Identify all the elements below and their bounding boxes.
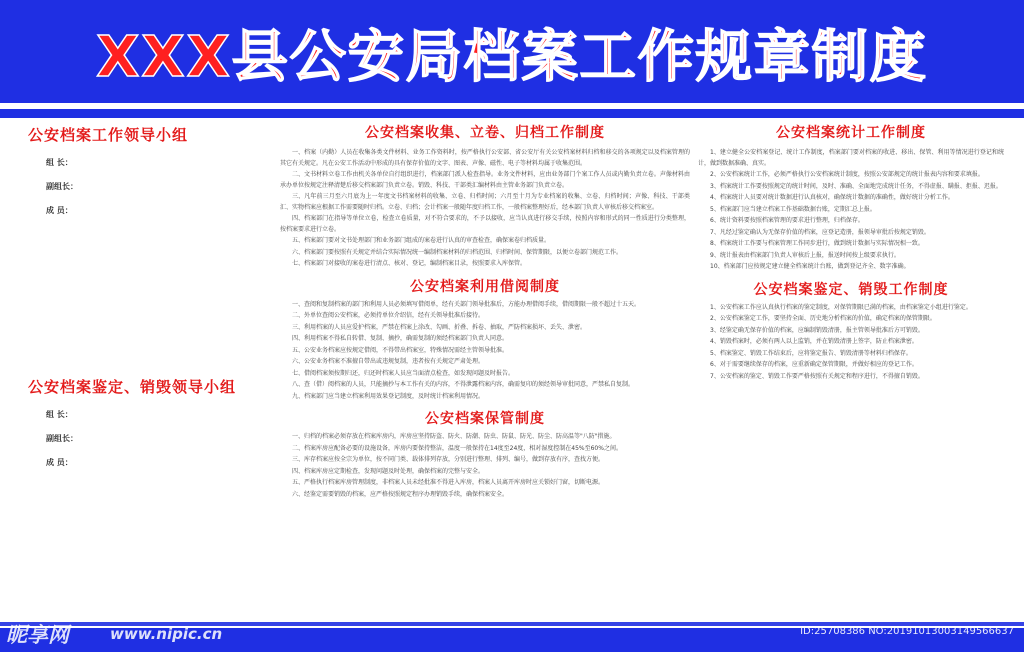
keep-para: 三、库存档案应按全宗为单位，按不同门类、载体排列存放，分别进行整理、排列、编号，做到存放有序，查找方便。 [292,456,605,463]
collect-para: 七、档案部门对接收的案卷进行清点、核对、登记，编制档案目录，按照要求入库保管。 [292,260,527,267]
left-column [28,122,268,481]
use-para: 八、查（借）阅档案的人员，只能摘抄与本工作有关的内容，不得泄露档案内容，确需复印的须经领导审批同意，严禁私自复制。 [292,381,635,388]
watermark-id: ID:25708386 NO:20191013003149566637 [800,626,1014,637]
destroy-para: 4、销毁档案时，必须有两人以上监销，并在销毁清册上签字，防止档案泄密。 [710,338,918,345]
stat-para: 5、档案部门应当建立档案工作基础数据台账，定期汇总上报。 [710,205,876,213]
keep-para: 一、归档的档案必须存放在档案库房内，库房应坚持防盗、防火、防潮、防虫、防鼠、防光、防尘、防高温等"八防"措施。 [292,433,616,440]
stat-para: 8、档案统计工作要与档案管理工作同步进行，做到统计数据与实际情况相一致。 [710,240,924,247]
collect-para: 五、档案部门要对文书处理部门和业务部门组成的案卷进行认真的审查检查，确保案卷归档质量。 [292,237,551,244]
stat-title: 公安档案统计工作制度 [776,125,926,141]
keep-title: 公安档案保管制度 [425,411,545,427]
destroy-para: 3、经鉴定确无保存价值的档案，应编制销毁清册，报主管领导批准后方可销毁。 [710,326,924,334]
keep-para: 二、档案库房应配备必要的设施设备，库房内要保持整洁，温度一般保持在14度至24度，相对湿度控制在45%至60%之间。 [292,444,622,452]
destroy-title: 公安档案鉴定、销毁工作制度 [753,281,949,298]
leader-row: 组 长： [46,158,73,167]
destroy-member-row: 副组长： [46,434,78,443]
destroy-para: 6、对于需要继续保存的档案，应重新确定保管期限，并做好相应的登记工作。 [710,361,918,368]
watermark-logo: 昵享网 [6,623,69,647]
collect-para: 六、档案部门要按照有关规定并结合实际情况统一编制档案材料的归档范围、归档时间、保管期限，以便立卷部门规范工作。 [292,248,623,256]
keep-para: 五、严格执行档案库房管理制度，非档案人员未经批准不得进入库房，档案人员离开库房时应关锁好门窗，切断电源。 [292,479,605,486]
stat-para: 10、档案部门应按规定建立健全档案统计台账，做到登记齐全、数字准确。 [710,263,910,270]
collect-para: 一、档案（内勤）人员在收集各类文件材料、业务工作资料时，按严格执行公安部、省公安厅有关公安档案材料归档和移交的各项规定以及档案管理的其它有关规定。凡在公安工作活动中形成的具有保存价值的文字、图表、声像、磁性、电子等材料均属于收集范围。 [280,149,690,167]
collect-para: 三、凡年前三月至六月底为上一年度文书档案材料的收集、立卷、归档时间；六月至十月为专业档案的收集、立卷、归档时间；声像、科技、干部类汇、实物档案应根据工作需要随时归档。立卷、归档；会计档案一般随年度归档工作，一般档案整理好后，经本部门负责人审核后移交档案室。 [280,193,690,211]
stat-para: 4、档案统计人员要对统计数据进行认真核对，确保统计数据的准确性，做好统计分析工作。 [710,194,954,201]
use-para: 四、利用档案不得私自转借、复制、摘抄，确需复制的须经档案部门负责人同意。 [292,335,509,342]
page-title: XXX县公安局档案工作规章制度 [96,25,928,90]
collect-para: 四、档案部门在指导等单位立卷，检查立卷质量，对不符合要求的，不予以接收，应当认真进行移交手续，按照内容和形式的同一性质进行分类整理，按档案要求进行立卷。 [280,215,690,233]
stat-para: 3、档案统计工作要按照规定的统计时间，及时、准确、全面地完成统计任务，不得虚报、瞒报、拒报、迟报。 [710,182,1002,190]
destroy-para: 1、公安档案工作应认真执行档案的鉴定制度，对保管期限已满的档案，由档案鉴定小组进行鉴定。 [710,303,972,311]
leader-row: 副组长： [46,182,78,191]
destroy-para: 2、公安档案鉴定工作，要坚持全面、历史地分析档案的价值，确定档案的保管期限。 [710,315,936,322]
destroy-group-title: 公安档案鉴定、销毁领导小组 [28,378,237,396]
collect-title: 公安档案收集、立卷、归档工作制度 [365,125,605,141]
use-para: 七、借阅档案须按期归还，归还时档案人员应当面清点检查，如发现问题及时报告。 [292,369,515,377]
use-para: 三、利用档案的人员应爱护档案，严禁在档案上涂改、勾画、折叠、拆卷、抽取，严防档案损坏、丢失、泄密。 [292,323,587,331]
destroy-member-row: 组 长： [46,410,73,419]
use-para: 九、档案部门应当建立档案利用效果登记制度，及时统计档案利用情况。 [292,392,485,400]
destroy-para: 5、档案鉴定、销毁工作结束后，应将鉴定报告、销毁清册等材料归档保存。 [710,349,912,357]
watermark-url: www.nipic.cn [110,625,223,643]
header-stripe [0,109,1024,118]
keep-para: 六、经鉴定需要销毁的档案，应严格按照规定程序办理销毁手续，确保档案安全。 [292,490,509,498]
destroy-member-row: 成 员： [46,458,73,467]
stat-para: 2、公安档案统计工作，必须严格执行公安档案统计制度，按照公安部规定的统计报表内容和要求填报。 [710,171,984,178]
stat-para: 6、统计资料要按照档案管理的要求进行整理，归档保存。 [710,217,864,224]
stat-para: 9、统计报表由档案部门负责人审核后上报，报送时间按上级要求执行。 [710,251,900,259]
use-para: 五、公安业务档案应按规定借阅，不得带出档案室，特殊情况需经主管领导批准。 [292,346,509,354]
use-para: 六、公安业务档案不准擅自带出或违规复制，违者按有关规定严肃处理。 [292,358,485,365]
leader-row: 成 员： [46,206,73,215]
use-para: 二、外单位查阅公安档案，必须持单位介绍信，经有关领导批准后接待。 [292,312,485,319]
destroy-para: 7、公安档案的鉴定、销毁工作要严格按照有关规定和程序进行，不得擅自销毁。 [710,372,924,380]
collect-para: 二、文书材料立卷工作由机关各单位自行组织进行，档案部门派人检查指导。业务文件材料，应由业务部门个案工作人员或内勤负责立卷。声像材料由承办单位按规定注释清楚后移交档案部门负责立卷。销毁、科技、干部类汇编材料由主管业务部门负责立卷。 [280,171,690,189]
stat-para: 7、凡经过鉴定确认为无保存价值的档案，应登记造册，报领导审批后按规定销毁。 [710,228,930,236]
keep-para: 四、档案库房应定期检查，发现问题及时处理，确保档案的完整与安全。 [292,467,485,475]
middle-column [280,122,690,501]
use-title: 公安档案利用借阅制度 [410,278,560,295]
use-para: 一、查阅和复制档案的部门和利用人员必须填写借阅单，经有关部门领导批准后，方能办理借阅手续，借阅期限一般不超过十五天。 [292,300,641,308]
leaders-title: 公安档案工作领导小组 [28,126,189,144]
right-column [698,122,1004,383]
stat-para: 1、建立健全公安档案登记、统计工作制度，档案部门要对档案的收进、移出、保管、利用等情况进行登记和统计，做到数据准确、真实。 [698,149,1004,167]
